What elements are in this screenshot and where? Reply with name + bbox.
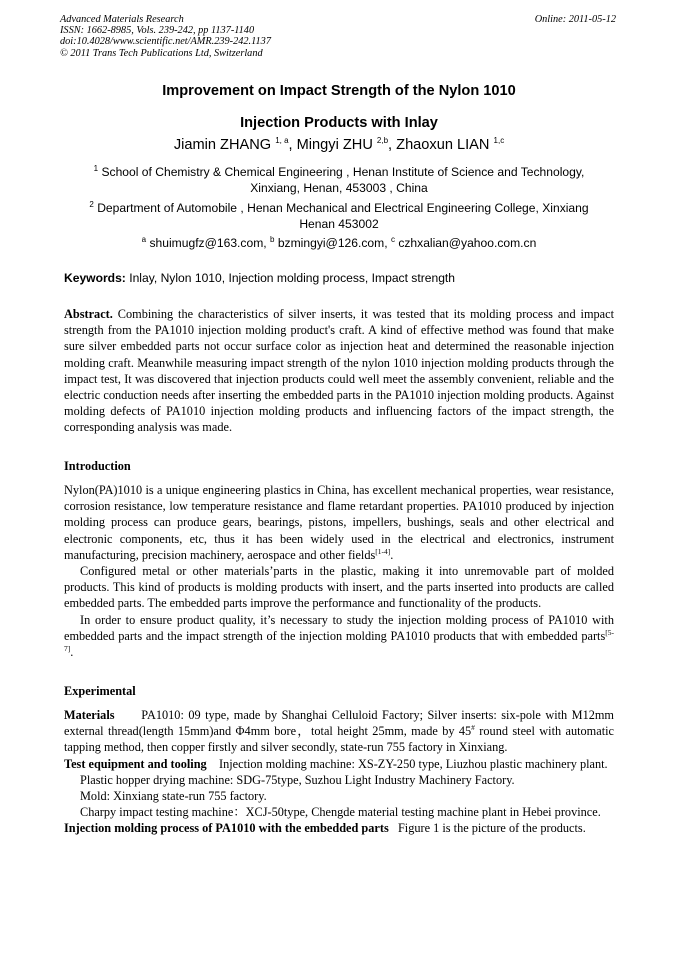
author-2-affil: 2,b [376, 136, 389, 146]
mold-line: Mold: Xinxiang state-run 755 factory. [80, 789, 267, 804]
experimental-heading: Experimental [64, 684, 136, 698]
email-line [64, 235, 614, 251]
email-c: czhxalian@yahoo.com.cn [398, 236, 537, 250]
author-1: Jiamin ZHANG [173, 137, 272, 153]
process-text: Figure 1 is the picture of the products. [397, 821, 586, 836]
affiliation-2 [64, 200, 614, 232]
intro-p3-citation: [5-7] [64, 627, 614, 653]
process-label: Injection molding process of PA1010 with the embedded parts [64, 821, 389, 836]
journal-header [60, 14, 616, 59]
email-b: bzmingyi@126.com, [277, 236, 388, 250]
affiliation-2-line-2: Henan 453002 [299, 217, 379, 231]
author-2: Mingyi ZHU [296, 137, 373, 153]
author-3: Zhaoxun LIAN [396, 137, 490, 153]
intro-p3-text: In order to ensure product quality, it’s necessary to study the injection molding process of PA1010 with embedded parts and the impact strength of the injection molding PA1010 products that with embedded parts [64, 612, 614, 643]
test-equipment-label: Test equipment and tooling [64, 756, 207, 771]
author-list: Jiamin ZHANG $^{1, a}$, Mingyi ZHU $^{2,b}$, Zhaoxun LIAN $^{1,c}$ [173, 136, 505, 153]
affiliation-1 [64, 164, 614, 196]
materials-text-a: PA1010: 09 type, made by Shanghai Celluloid Factory; Silver inserts: six-pole with M12mm external thread(length 15mm)and Φ4mm bore，total height 25mm, made by 45 [64, 708, 614, 739]
intro-p1-citation: [1-4] [375, 546, 391, 556]
test-equipment-paragraph [64, 756, 614, 772]
issn-line: ISSN: 1662-8985, Vols. 239-242, pp 1137-1140 [60, 25, 255, 37]
online-date: Online: 2011-05-12 [534, 14, 616, 25]
abstract-label: Abstract. [64, 307, 113, 321]
charpy-line: Charpy impact testing machine：XCJ-50type, Chengde material testing machine plant in Hebei province. [80, 805, 601, 820]
materials-superscript: # [471, 723, 475, 733]
affiliation-1-number: 1 [93, 163, 99, 173]
introduction-heading: Introduction [64, 459, 131, 473]
author-1-affil: 1, a [275, 136, 289, 146]
intro-p1-text: Nylon(PA)1010 is a unique engineering plastics in China, has excellent mechanical properties, wear resistance, corrosion resistance, low temperature resistance and flame retardant properties. PA1010 produced by injection molding process can produce gears, bearings, pistons, impellers, bushings, seals and other electrical and electronic components, etc, thus it has been widely used in the electrical and electronics, instrument manufacturing, precision machinery, aerospace and other fields [64, 483, 614, 562]
email-b-marker: b [270, 234, 275, 244]
email-a: shuimugfz@163.com, [149, 236, 267, 250]
affiliation-2-number: 2 [89, 199, 94, 209]
intro-p3-end: . [70, 645, 74, 660]
materials-paragraph [64, 707, 614, 756]
process-paragraph [64, 820, 614, 836]
copyright-line: © 2011 Trans Tech Publications Ltd, Switzerland [60, 47, 263, 59]
intro-p1-end: . [390, 547, 394, 562]
introduction-body [64, 482, 614, 660]
abstract [64, 306, 614, 436]
test-equipment-text: Injection molding machine: XS-ZY-250 type, Liuzhou plastic machinery plant. [219, 756, 608, 771]
email-a-marker: a [141, 234, 147, 244]
materials-label: Materials [64, 708, 115, 722]
email-c-marker: c [390, 234, 395, 244]
journal-name: Advanced Materials Research [60, 14, 184, 25]
intro-paragraph-2: Configured metal or other materials’parts in the plastic, making it into unremovable part of molded products. This kind of products is molding products with insert, and the parts inserted into products are called embedded parts. The embedded parts improve the performance and functionality of the products. [64, 564, 614, 611]
keywords-label: Keywords: [64, 271, 126, 285]
title-line-2: Injection Products with Inlay [240, 115, 438, 131]
affiliation-1-line-1: School of Chemistry & Chemical Engineering , Henan Institute of Science and Technology, [101, 165, 585, 179]
keywords-text: Inlay, Nylon 1010, Injection molding process, Impact strength [129, 271, 456, 285]
intro-paragraph-1 [64, 482, 614, 563]
intro-paragraph-3 [64, 612, 614, 661]
affiliation-2-line-1: Department of Automobile , Henan Mechanical and Electrical Engineering College, Xinxiang [97, 201, 589, 215]
experimental-body [64, 707, 614, 837]
author-3-affil: 1,c [493, 136, 505, 146]
affiliation-1-line-2: Xinxiang, Henan, 453003 , China [250, 181, 428, 195]
abstract-text: Combining the characteristics of silver inserts, it was tested that its molding process and impact strength from the PA1010 injection molding product's craft. A kind of effective method was found that make sure silver embedded parts not occur surface color as injection heat and determined the reasonable injection molding craft. Meanwhile measuring impact strength of the nylon 1010 injection molding products through the impact test, It was discovered that injection products could well meet the assembly convenient, reliable and the electric conduction needs after inserting the embedded parts in the PA1010 injection molding products. Against molding defects of PA1010 injection molding products and influencing factors of the impact strength, the corresponding analysis was made. [64, 307, 614, 435]
title-line-1: Improvement on Impact Strength of the Nylon 1010 [162, 83, 516, 99]
materials-text-b: round steel with automatic tapping method, then copper firstly and silver secondly, state-run 755 factory in Xinxiang. [64, 724, 615, 755]
hopper-line: Plastic hopper drying machine: SDG-75type, Suzhou Light Industry Machinery Factory. [80, 772, 515, 787]
doi-line: doi:10.4028/www.scientific.net/AMR.239-242.1137 [60, 36, 271, 48]
keywords [64, 271, 620, 285]
